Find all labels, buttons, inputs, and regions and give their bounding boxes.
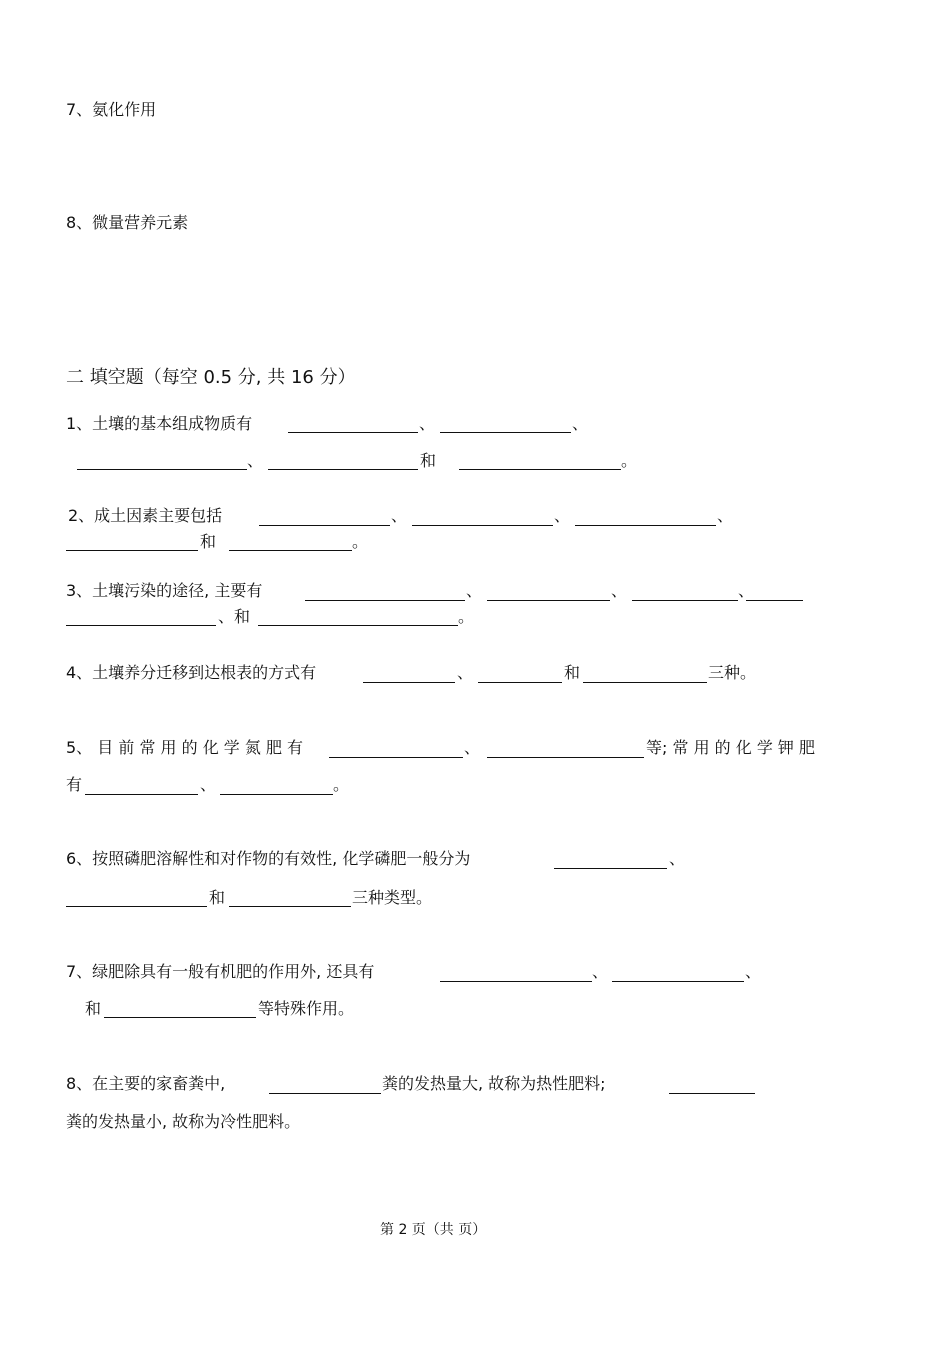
q6-blank-2[interactable] [66, 906, 207, 907]
q7-and: 和 [85, 999, 102, 1018]
q6-and: 和 [209, 888, 226, 907]
q4-and: 和 [564, 663, 581, 682]
q3-blank-5[interactable] [258, 625, 458, 626]
q2-blank-1[interactable] [259, 525, 390, 526]
q6-separator: 、 [669, 849, 686, 868]
q6-blank-3[interactable] [229, 906, 351, 907]
q7-blank-2[interactable] [612, 981, 744, 982]
q2-and: 和 [200, 532, 217, 551]
q1-prefix: 1、土壤的基本组成物质有 [66, 414, 253, 433]
q4-suffix: 三种。 [708, 663, 757, 682]
q2-blank-4[interactable] [66, 550, 198, 551]
q5-blank-4[interactable] [220, 794, 333, 795]
q4-separator: 、 [457, 663, 474, 682]
q8-middle: 粪的发热量大, 故称为热性肥料; [382, 1074, 606, 1093]
q5-blank-2[interactable] [487, 757, 644, 758]
q1-end: 。 [621, 451, 638, 470]
q5-separator: 、 [464, 738, 481, 757]
definition-item-8: 8、微量营养元素 [66, 213, 189, 232]
q8-prefix: 8、在主要的家畜粪中, [66, 1074, 226, 1093]
q7-blank-3[interactable] [104, 1017, 256, 1018]
q3-separator: 、 [738, 581, 755, 600]
q2-separator: 、 [554, 506, 571, 525]
q3-blank-4-cont[interactable] [66, 625, 216, 626]
q7-suffix: 等特殊作用。 [258, 999, 355, 1018]
q3-blank-4[interactable] [746, 600, 803, 601]
q2-blank-3[interactable] [575, 525, 716, 526]
q3-and: 、和 [218, 607, 251, 626]
q5-line2-prefix: 有 [66, 775, 83, 794]
q5-middle: 等; 常 用 的 化 学 钾 肥 [646, 738, 815, 757]
q6-prefix: 6、按照磷肥溶解性和对作物的有效性, 化学磷肥一般分为 [66, 849, 471, 868]
page-footer: 第 2 页（共 页） [380, 1222, 487, 1238]
q7-blank-1[interactable] [440, 981, 592, 982]
q7-prefix: 7、绿肥除具有一般有机肥的作用外, 还具有 [66, 962, 375, 981]
q7-separator: 、 [745, 962, 762, 981]
q1-blank-3[interactable] [77, 469, 247, 470]
q2-separator: 、 [717, 506, 734, 525]
q3-end: 。 [458, 607, 475, 626]
q3-prefix: 3、土壤污染的途径, 主要有 [66, 581, 263, 600]
q4-blank-3[interactable] [583, 682, 707, 683]
q8-blank-2[interactable] [669, 1093, 755, 1094]
q5-blank-1[interactable] [329, 757, 463, 758]
q7-separator: 、 [592, 962, 609, 981]
q2-blank-5[interactable] [229, 550, 352, 551]
q1-separator: 、 [419, 414, 436, 433]
q6-blank-1[interactable] [554, 868, 667, 869]
q4-blank-2[interactable] [478, 682, 562, 683]
q1-blank-1[interactable] [288, 432, 418, 433]
q2-blank-2[interactable] [412, 525, 553, 526]
q3-separator: 、 [611, 581, 628, 600]
q2-prefix: 2、成土因素主要包括 [68, 506, 223, 525]
q1-separator: 、 [572, 414, 589, 433]
q1-and: 和 [420, 451, 437, 470]
q1-separator: 、 [247, 451, 264, 470]
q2-separator: 、 [391, 506, 408, 525]
q5-blank-3[interactable] [85, 794, 198, 795]
q6-suffix: 三种类型。 [352, 888, 433, 907]
definition-item-7: 7、氨化作用 [66, 100, 157, 119]
q2-end: 。 [352, 532, 369, 551]
q1-blank-2[interactable] [440, 432, 571, 433]
q3-separator: 、 [466, 581, 483, 600]
q8-line2: 粪的发热量小, 故称为冷性肥料。 [66, 1112, 301, 1131]
q1-blank-4[interactable] [268, 469, 418, 470]
q1-blank-5[interactable] [459, 469, 621, 470]
q3-blank-2[interactable] [487, 600, 610, 601]
q5-separator: 、 [200, 775, 217, 794]
section-title: 二 填空题（每空 0.5 分, 共 16 分） [66, 367, 356, 388]
q4-prefix: 4、土壤养分迁移到达根表的方式有 [66, 663, 317, 682]
q3-blank-3[interactable] [632, 600, 738, 601]
q8-blank-1[interactable] [269, 1093, 381, 1094]
q4-blank-1[interactable] [363, 682, 455, 683]
q5-end: 。 [333, 775, 350, 794]
q3-blank-1[interactable] [305, 600, 465, 601]
q5-prefix: 5、 目 前 常 用 的 化 学 氮 肥 有 [66, 738, 304, 757]
